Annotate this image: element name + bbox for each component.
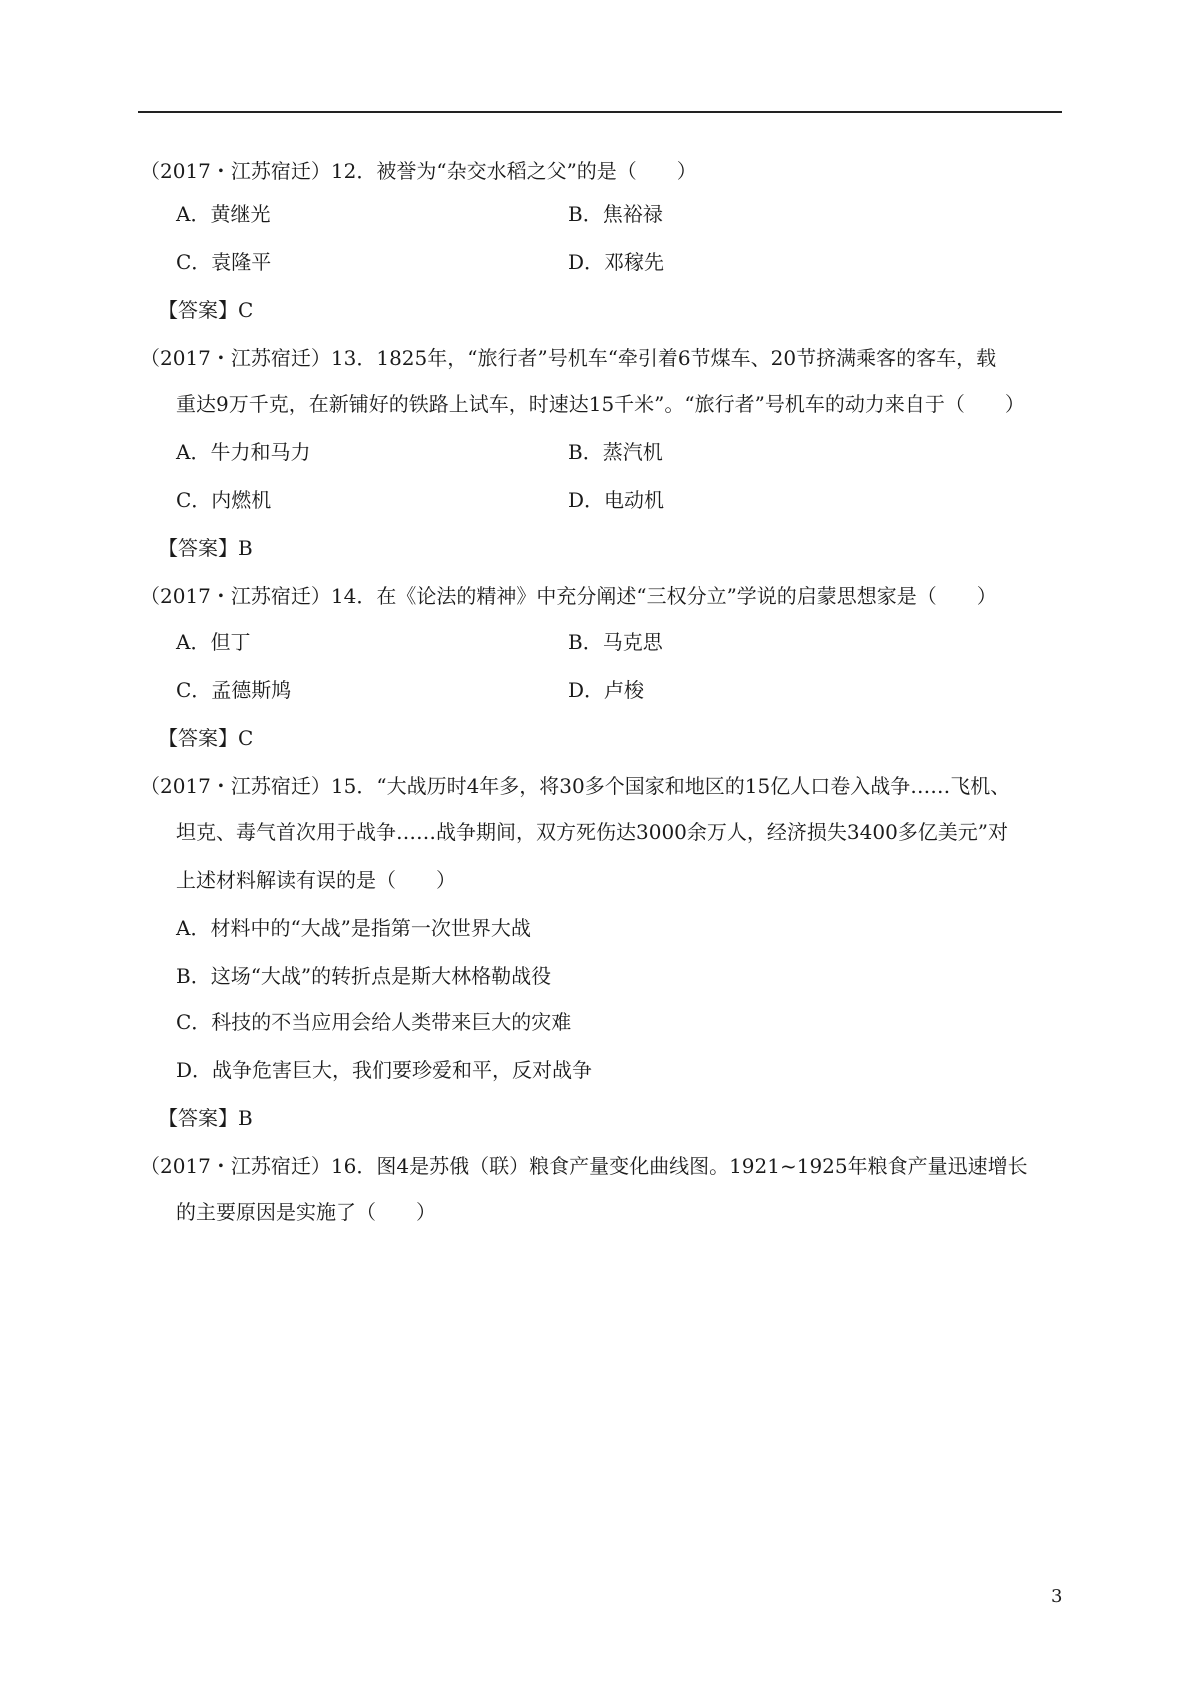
q14-option-a: A．但丁 <box>176 630 251 654</box>
q15-stem-line3: 上述材料解读有误的是（ ） <box>176 868 456 892</box>
q14-option-b: B．马克思 <box>568 630 663 654</box>
q13-option-a: A．牛力和马力 <box>176 440 311 464</box>
q12-answer: 【答案】C <box>158 298 254 322</box>
q12-option-a: A．黄继光 <box>176 202 271 226</box>
q13-option-c: C．内燃机 <box>176 488 272 512</box>
q13-option-b: B．蒸汽机 <box>568 440 663 464</box>
q15-option-c: C．科技的不当应用会给人类带来巨大的灾难 <box>176 1010 572 1034</box>
q14-answer: 【答案】C <box>158 726 254 750</box>
q15-option-b: B．这场“大战”的转折点是斯大林格勒战役 <box>176 964 552 988</box>
q14-option-d: D．卢梭 <box>568 678 645 702</box>
q16-stem-line1: （2017・江苏宿迁）16．图4是苏俄（联）粮食产量变化曲线图。1921~1925年粮食产量迅速增长 <box>140 1154 1028 1178</box>
q12-option-d: D．邓稼先 <box>568 250 665 274</box>
q15-option-a: A．材料中的“大战”是指第一次世界大战 <box>176 916 531 940</box>
q13-option-d: D．电动机 <box>568 488 665 512</box>
q13-stem-line2: 重达9万千克，在新铺好的铁路上试车，时速达15千米”。“旅行者”号机车的动力来自于（ ） <box>176 392 1025 416</box>
q12-stem: （2017・江苏宿迁）12．被誉为“杂交水稻之父”的是（ ） <box>140 159 697 183</box>
q12-option-b: B．焦裕禄 <box>568 202 663 226</box>
q15-stem-line1: （2017・江苏宿迁）15．“大战历时4年多，将30多个国家和地区的15亿人口卷入战争……飞机、 <box>140 774 1011 798</box>
q13-answer: 【答案】B <box>158 536 253 560</box>
q15-option-d: D．战争危害巨大，我们要珍爱和平，反对战争 <box>176 1058 593 1082</box>
q15-stem-line2: 坦克、毒气首次用于战争……战争期间，双方死伤达3000余万人，经济损失3400多亿美元”对 <box>176 820 1009 844</box>
q13-stem-line1: （2017・江苏宿迁）13．1825年，“旅行者”号机车“牵引着6节煤车、20节挤满乘客的客车，载 <box>140 346 997 370</box>
header-rule <box>138 111 1062 113</box>
q15-answer: 【答案】B <box>158 1106 253 1130</box>
q12-option-c: C．袁隆平 <box>176 250 272 274</box>
q14-option-c: C．孟德斯鸠 <box>176 678 292 702</box>
page-number: 3 <box>1051 1586 1063 1607</box>
q14-stem: （2017・江苏宿迁）14．在《论法的精神》中充分阐述“三权分立”学说的启蒙思想家是（ ） <box>140 584 997 608</box>
q16-stem-line2: 的主要原因是实施了（ ） <box>176 1200 436 1224</box>
